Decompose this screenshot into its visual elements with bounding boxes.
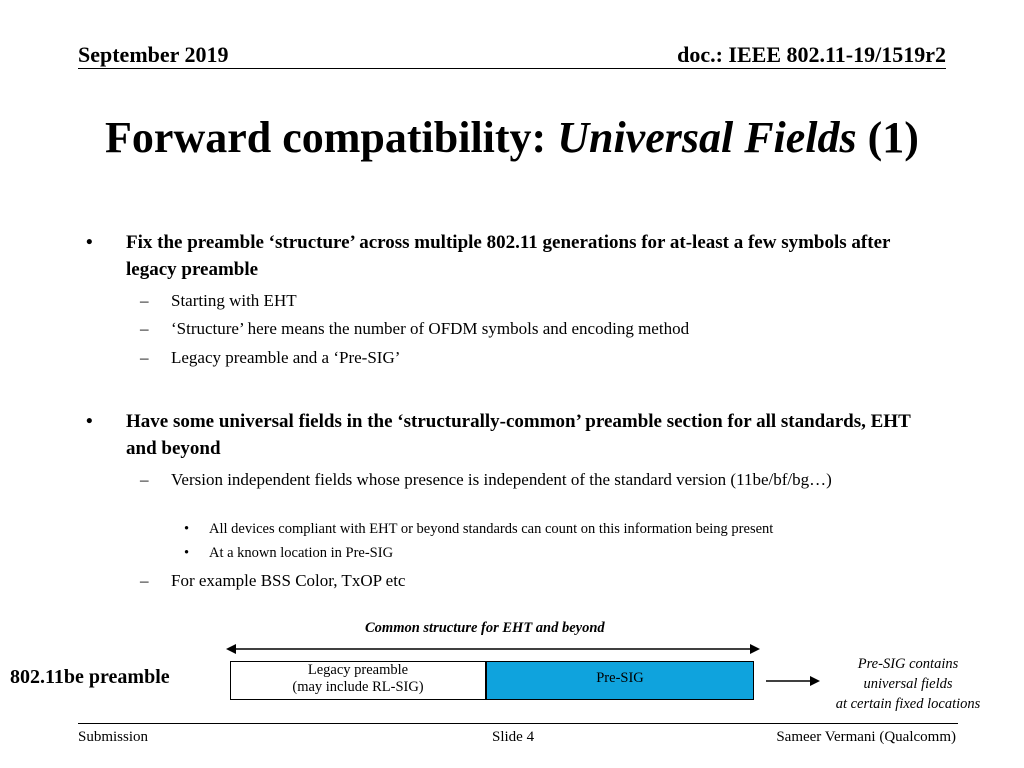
bullet-2-subsub-1 — [184, 519, 904, 539]
bullet-2-sub-1-text: Version independent fields whose presence is independent of the standard version (11be/bf/bg…) — [171, 470, 832, 489]
bullet-2-subsub-2-text: At a known location in Pre-SIG — [209, 545, 394, 561]
footer-author: Sameer Vermani (Qualcomm) — [776, 729, 956, 745]
bullet-1-sub-3-text: Legacy preamble and a ‘Pre-SIG’ — [171, 348, 401, 367]
right-arrow-icon — [766, 675, 820, 687]
bullet-dot: • — [184, 521, 190, 537]
bullet-dot: • — [86, 411, 93, 432]
bullet-1-sub-1 — [140, 288, 860, 313]
bullet-1-text: Fix the preamble ‘structure’ across multiple 802.11 generations for at-least a few symbols after legacy preamble — [126, 232, 891, 280]
legacy-preamble-box — [230, 661, 486, 700]
footer-divider — [78, 723, 958, 724]
header-doc-id: doc.: IEEE 802.11-19/1519r2 — [677, 42, 946, 67]
header-divider — [78, 68, 946, 69]
bullet-2-sub-2 — [140, 568, 860, 593]
presig-note-line2: universal fields — [863, 676, 953, 692]
footer-submission: Submission — [78, 729, 149, 745]
preamble-row-label: 802.11be preamble — [10, 666, 170, 688]
bullet-2-text: Have some universal fields in the ‘structurally-common’ preamble section for all standards, EHT and beyond — [126, 411, 911, 459]
presig-box: Pre-SIG — [486, 661, 754, 700]
bullet-dot: • — [184, 545, 190, 561]
bullet-2-subsub-1-text: All devices compliant with EHT or beyond standards can count on this information being present — [209, 521, 774, 537]
legacy-box-line2: (may include RL-SIG) — [292, 679, 424, 695]
bullet-dash: – — [140, 291, 149, 310]
presig-note-line3: at certain fixed locations — [835, 696, 981, 712]
footer-slide-number: Slide 4 — [492, 729, 535, 745]
bullet-dash: – — [140, 348, 149, 367]
bullet-dash: – — [140, 319, 149, 338]
bullet-dot: • — [86, 232, 93, 253]
title-suffix: (1) — [856, 113, 919, 162]
bullet-1-sub-2 — [140, 316, 860, 341]
title-emphasis: Universal Fields — [557, 113, 857, 162]
span-arrow-icon — [226, 642, 760, 656]
bullet-1-sub-2-text: ‘Structure’ here means the number of OFDM symbols and encoding method — [171, 319, 690, 338]
legacy-box-line1: Legacy preamble — [307, 662, 409, 678]
header-date: September 2019 — [78, 42, 229, 67]
bullet-2-sub-1 — [140, 467, 860, 492]
title-prefix: Forward compatibility: — [105, 113, 558, 162]
bullet-dash: – — [140, 470, 149, 489]
bullet-1-sub-3 — [140, 345, 860, 370]
slide-title — [0, 112, 1024, 163]
bullet-dash: – — [140, 571, 149, 590]
bullet-1 — [86, 229, 926, 283]
presig-note-line1: Pre-SIG contains — [857, 656, 959, 672]
diagram-caption: Common structure for EHT and beyond — [365, 620, 605, 636]
bullet-2 — [86, 408, 926, 462]
presig-note — [820, 654, 996, 714]
bullet-2-sub-2-text: For example BSS Color, TxOP etc — [171, 571, 406, 590]
bullet-2-subsub-2 — [184, 543, 904, 563]
bullet-1-sub-1-text: Starting with EHT — [171, 291, 297, 310]
